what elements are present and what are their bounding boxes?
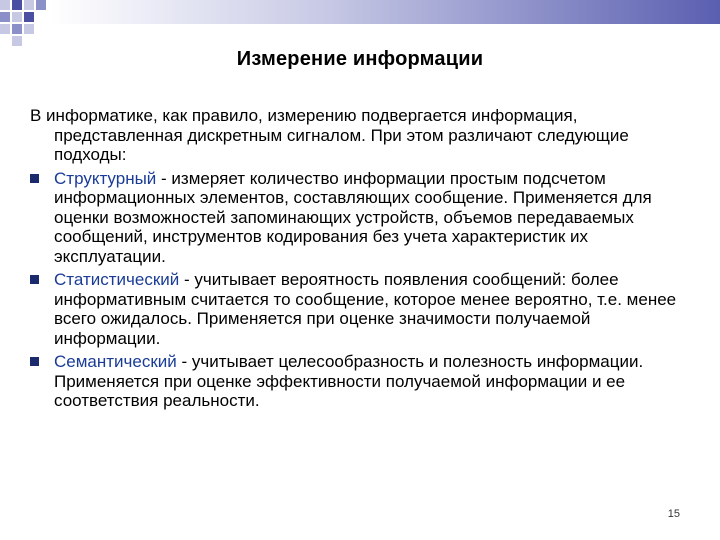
intro-paragraph xyxy=(30,106,690,165)
description-statistical: - учитывает вероятность появления сообщений: более информативным считается то сообщение, которое менее вероятно, т.е. менее всего ожидалось. Применяется при оценке значимости получаемой информации. xyxy=(54,270,677,348)
intro-rest: представленная дискретным сигналом. При этом различают следующие подходы: xyxy=(54,125,629,164)
term-statistical: Статистический xyxy=(54,270,180,289)
description-structural: - измеряет количество информации простым подсчетом информационных элементов, составляющих сообщение. Применяется для оценки возможностей запоминающих устройств, объемов передаваемых сообщений, инструментов кодирования без учета характеристик их эксплуатации. xyxy=(54,168,652,266)
term-structural: Структурный xyxy=(54,168,157,188)
slide-title: Измерение информации xyxy=(236,48,484,70)
square-bullet-icon xyxy=(30,174,39,183)
list-item-statistical xyxy=(30,270,690,348)
description-semantic: - учитывает целесообразность и полезность информации. Применяется при оценке эффективности получаемой информации и ее соответствия реальности. xyxy=(54,352,644,410)
approaches-list xyxy=(30,169,690,411)
page-number: 15 xyxy=(667,508,680,520)
square-bullet-icon xyxy=(30,357,39,366)
intro-line-1: В информатике, как правило, измерению подвергается информация, xyxy=(30,106,578,125)
term-semantic: Семантический xyxy=(54,352,177,371)
slide-body xyxy=(30,106,690,415)
list-item-structural xyxy=(30,169,690,267)
square-bullet-icon xyxy=(30,275,39,284)
list-item-semantic xyxy=(30,352,690,411)
decorative-header-band xyxy=(0,0,720,48)
header-gradient xyxy=(50,0,720,24)
